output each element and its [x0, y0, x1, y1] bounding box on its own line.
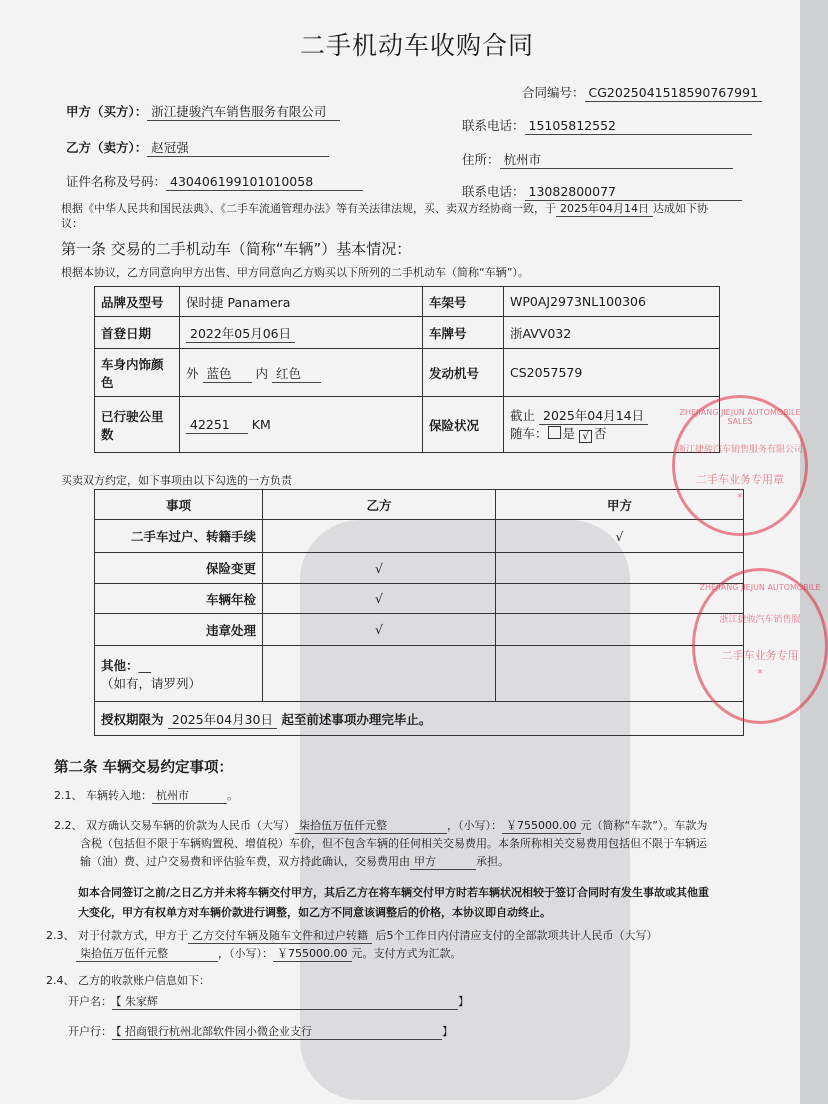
reg-date-value: 2022年05月06日: [186, 326, 295, 343]
plate-label: 车牌号: [423, 317, 504, 349]
responsibility-intro: 买卖双方约定，如下事项由以下勾选的一方负责: [61, 474, 292, 487]
clause-2-1: 2.1、 车辆转入地： 杭州市 。: [54, 789, 238, 802]
engine-value: CS2057579: [504, 349, 720, 397]
brand-value: 保时捷 Panamera: [180, 287, 423, 317]
reg-date-label: 首登日期: [95, 317, 180, 349]
row-party-b: √: [263, 553, 496, 584]
brand-label: 品牌及型号: [95, 287, 180, 317]
party-a-phone: 联系电话： 15105812552: [462, 116, 752, 134]
clause-2-2-line3: 输（油）费、过户交易费和评估验车费，双方持此确认，交易费用由 甲方 承担。: [80, 855, 509, 868]
vehicle-table: [94, 286, 720, 453]
insurance-date: 2025年04月14日: [539, 408, 648, 425]
article2-title: 第二条 车辆交易约定事项：: [54, 760, 234, 776]
article1-title: 第一条 交易的二手机动车（简称“车辆”）基本情况：: [61, 240, 412, 258]
account-holder: 开户名： 【 朱家辉 】: [68, 995, 469, 1008]
clause-2-3-line2: 柒拾伍万伍仟元整 ，（小写）： ￥755000.00 元。支付方式为汇款。: [76, 945, 462, 961]
clause-2-2-line2: 含税（包括但不限于车辆购置税、增值税）车价，但不包含车辆的任何相关交易费用。本条所称相关交易费用包括但不限于车辆运: [80, 837, 707, 850]
vin-value: WP0AJ2973NL100306: [504, 287, 720, 317]
row-party-a: √: [496, 520, 744, 553]
yes-checkbox[interactable]: [548, 426, 561, 439]
header-party-b: 乙方: [263, 490, 496, 520]
responsibility-table: [94, 489, 744, 736]
no-checkbox[interactable]: √: [579, 430, 592, 443]
insurance-label: 保险状况: [423, 397, 504, 453]
company-seal-stamp: ZHEJIANG JIEJUN AUTOMOBILE 浙江捷骏汽车销售服 二手车业务专用 *: [692, 568, 828, 724]
row-party-b: √: [263, 584, 496, 614]
row-party-a: [496, 553, 744, 584]
clause-2-4: 2.4、 乙方的收款账户信息如下：: [46, 974, 210, 987]
deadline-date: 2025年04月30日: [168, 712, 277, 729]
interior-color: 红色: [272, 366, 321, 383]
row-item: 保险变更: [95, 553, 263, 584]
header-item: 事项: [95, 490, 263, 520]
account-bank: 开户行： 【 招商银行杭州北部软件园小微企业支行 】: [68, 1025, 453, 1038]
engine-label: 发动机号: [423, 349, 504, 397]
mileage-cell: 42251 KM: [180, 397, 423, 453]
desk-edge: [800, 0, 828, 1104]
clause-2-2-line1: 2.2、 双方确认交易车辆的价款为人民币（大写） 柒拾伍万伍仟元整 ，（小写）： ￥755000.00 元（简称“车款”）。车款为: [54, 819, 708, 832]
insurance-cell: 截止 2025年04月14日 随车： 是 √ 否: [504, 397, 720, 453]
reg-date-cell: [180, 317, 423, 349]
plate-value: 浙AVV032: [504, 317, 720, 349]
id-number: 证件名称及号码： 430406199101010058: [66, 172, 363, 190]
other-party-b: [263, 646, 496, 702]
bold-clause-line2: 大变化，甲方有权单方对车辆价款进行调整，如乙方不同意该调整后的价格，本协议即自动终止。: [78, 906, 551, 919]
contract-no: 合同编号： CG2025041518590767991: [522, 83, 762, 101]
other-cell: 其他：__ （如有，请罗列）: [95, 646, 263, 702]
article1-intro: 根据本协议，乙方同意向甲方出售、甲方同意向乙方购买以下所列的二手机动车（简称“车辆”）。: [61, 266, 529, 279]
color-cell: 外 蓝色 内 红色: [180, 349, 423, 397]
color-label: 车身内饰颜色: [95, 349, 180, 397]
preamble-line1: 根据《中华人民共和国民法典》、《二手车流通管理办法》等有关法律法规，买、卖双方经协商一致，于 2025年04月14日 达成如下协: [61, 202, 708, 215]
party-b-address: 住所： 杭州市: [462, 150, 733, 168]
party-a: 甲方（买方）： 浙江捷骏汽车销售服务有限公司: [66, 102, 340, 120]
preamble-line2: 议：: [61, 217, 83, 230]
row-party-b: [263, 520, 496, 553]
mileage-value: 42251: [186, 417, 248, 434]
exterior-color: 蓝色: [203, 366, 252, 383]
deadline-cell: 授权期限为 2025年04月30日 起至前述事项办理完毕止。: [95, 702, 744, 736]
bold-clause-line1: 如本合同签订之前/之日乙方并未将车辆交付甲方，其后乙方在将车辆交付甲方时若车辆状况相较于签订合同时有发生事故或其他重: [78, 886, 710, 899]
party-b-phone: 联系电话： 13082800077: [462, 182, 742, 200]
company-seal-stamp: ZHEJIANG JIEJUN AUTOMOBILE SALES 浙江捷骏汽车销售服务有限公司 二手车业务专用章 *: [672, 395, 808, 536]
mileage-label: 已行驶公里数: [95, 397, 180, 453]
row-party-b: √: [263, 614, 496, 646]
header-party-a: 甲方: [496, 490, 744, 520]
document-title: 二手机动车收购合同: [300, 31, 535, 60]
clause-2-3-line1: 2.3、 对于付款方式，甲方于 乙方交付车辆及随车文件和过户转籍 后5个工作日内付清应支付的全部款项共计人民币（大写）: [46, 929, 658, 942]
row-item: 违章处理: [95, 614, 263, 646]
row-item: 二手车过户、转籍手续: [95, 520, 263, 553]
row-item: 车辆年检: [95, 584, 263, 614]
vin-label: 车架号: [423, 287, 504, 317]
party-b: 乙方（卖方）： 赵冠强: [66, 138, 329, 156]
